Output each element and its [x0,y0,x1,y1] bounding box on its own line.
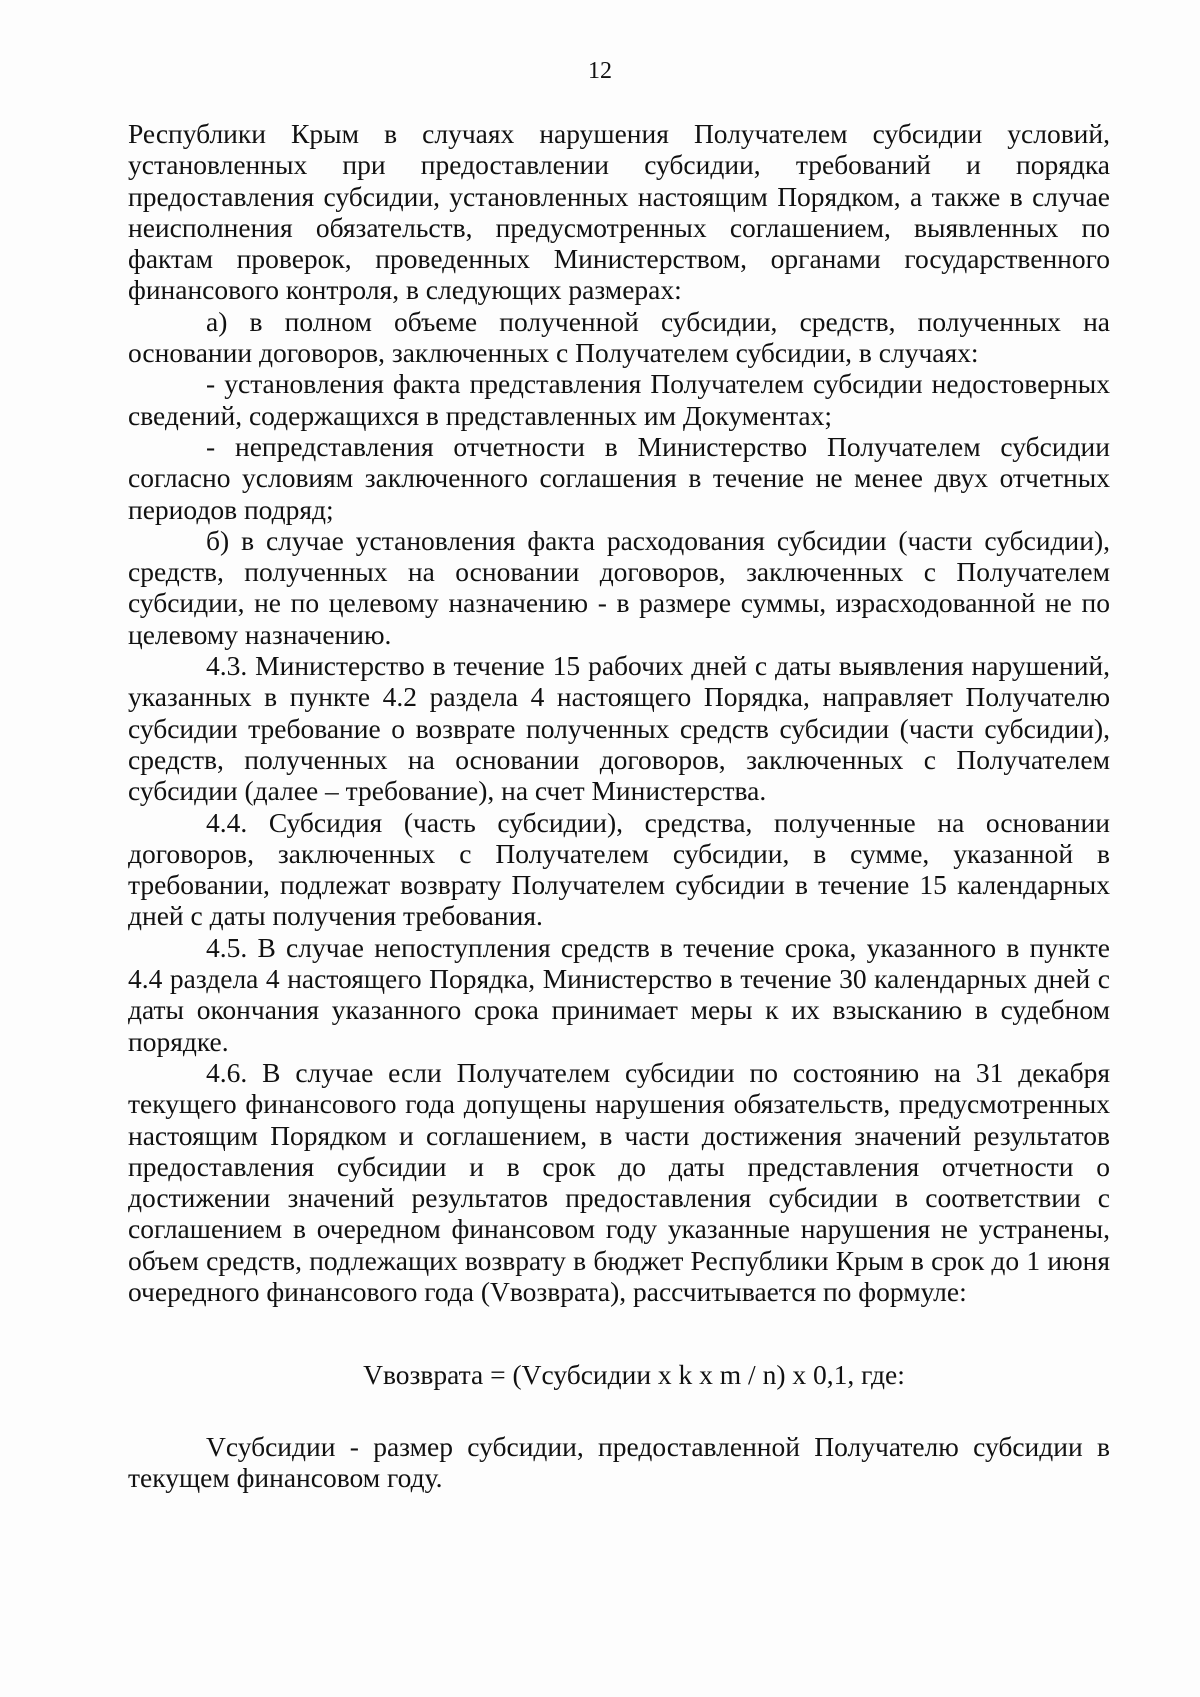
page-number: 12 [588,58,612,84]
paragraph-bullet-2: - непредставления отчетности в Министерство Получателем субсидии согласно условиям заключенного соглашения в течение не менее двух отчетных периодов подряд; [128,430,1110,525]
paragraph-item-b: б) в случае установления факта расходования субсидии (части субсидии), средств, полученных на основании договоров, заключенных с Получателем субсидии, не по целевому назначению - в размере суммы, израсходованной не по целевому назначению. [128,524,1110,650]
formula: Vвозврата = (Vсубсидии x k x m / n) x 0,1, где: [363,1359,905,1391]
paragraph-continuation: Республики Крым в случаях нарушения Получателем субсидии условий, установленных при предоставлении субсидии, требований и порядка предоставления субсидии, установленных настоящим Порядком, а также в случае неисполнения обязательств, предусмотренных соглашением, выявленных по фактам проверок, проведенных Министерством, органами государственного финансового контроля, в следующих размерах: [128,118,1110,306]
paragraph-item-a: а) в полном объеме полученной субсидии, средств, полученных на основании договоров, заключенных с Получателем субсидии, в случаях: [128,305,1110,369]
paragraph-bullet-1: - установления факта представления Получателем субсидии недостоверных сведений, содержащихся в представленных им Документах; [128,368,1110,431]
paragraph-4-3: 4.3. Министерство в течение 15 рабочих дней с даты выявления нарушений, указанных в пункте 4.2 раздела 4 настоящего Порядка, направляет Получателю субсидии требование о возврате полученных средств субсидии (части субсидии), средств, полученных на основании договоров, заключенных с Получателем субсидии (далее – требование), на счет Министерства. [128,650,1110,807]
document-body [128,118,1110,1493]
paragraph-4-5: 4.5. В случае непоступления средств в течение срока, указанного в пункте 4.4 раздела 4 настоящего Порядка, Министерство в течение 30 календарных дней с даты окончания указанного срока принимает меры к их взысканию в судебном порядке. [128,931,1110,1057]
paragraph-4-6: 4.6. В случае если Получателем субсидии по состоянию на 31 декабря текущего финансового года допущены нарушения обязательств, предусмотренных настоящим Порядком и соглашением, в части достижения значений результатов предоставления субсидии и в срок до даты представления отчетности о достижении значений результатов предоставления субсидии в соответствии с соглашением в очередном финансовом году указанные нарушения не устранены, объем средств, подлежащих возврату в бюджет Республики Крым в срок до 1 июня очередного финансового года (Vвозврата), рассчитывается по формуле: [128,1056,1110,1307]
paragraph-4-4: 4.4. Субсидия (часть субсидии), средства, полученные на основании договоров, заключенных с Получателем субсидии, в сумме, указанной в требовании, подлежат возврату Получателем субсидии в течение 15 календарных дней с даты получения требования. [128,806,1110,932]
paragraph-definition: Vсубсидии - размер субсидии, предоставленной Получателю субсидии в текущем финансовом году. [128,1430,1110,1493]
